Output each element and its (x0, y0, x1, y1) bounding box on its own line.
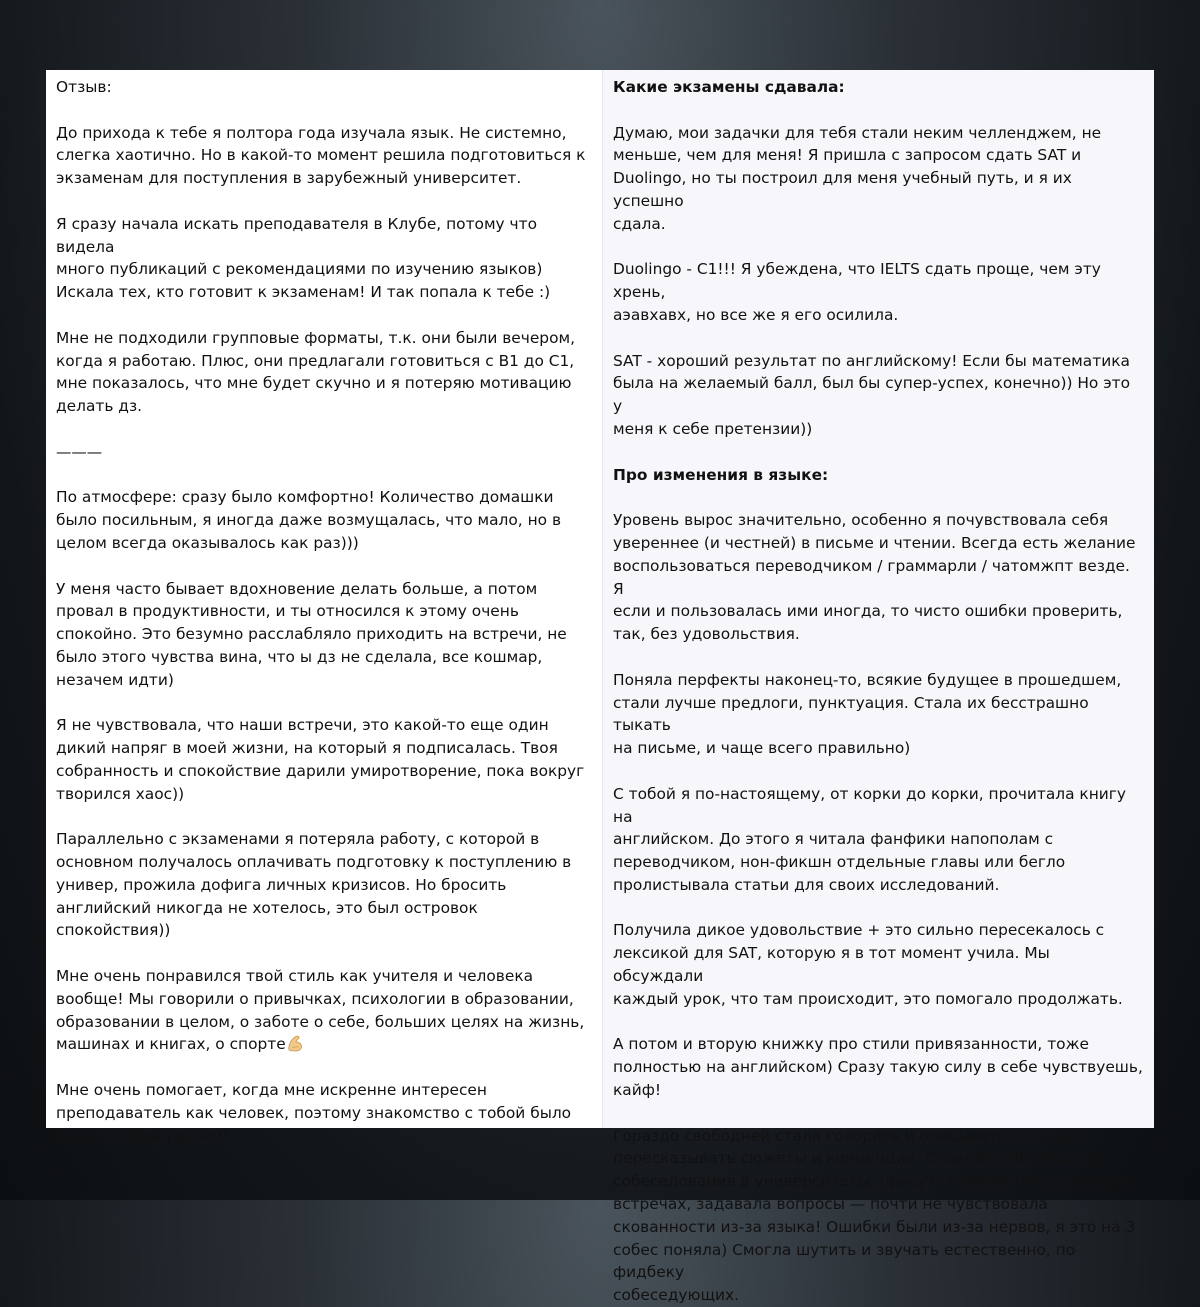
review-document (46, 70, 1154, 1305)
paragraph: Мне не подходили групповые форматы, т.к. они были вечером, когда я работаю. Плюс, они предлагали готовиться с B1 до C1, мне показалось, что мне будет скучно и я потеряю мотивацию делать дз. (56, 328, 575, 416)
paragraph: У меня часто бывает вдохновение делать больше, а потом провал в продуктивности, и ты относился к этому очень спокойно. Это безумно расслабляло приходить на встречи, не было этого чувства вина, что ы дз не сделала, все кошмар, незачем идти) (56, 579, 567, 689)
paragraph: Мне очень помогает, когда мне искренне интересен преподаватель как человек, поэтому знакомство с тобой было бесконечной удачей! (56, 1081, 572, 1145)
paragraph: По атмосфере: сразу было комфортно! Количество домашки было посильным, я иногда даже возмущалась, что мало, но в целом всегда оказывалось как раз))) (56, 488, 562, 552)
flexed-biceps-icon (287, 1034, 303, 1052)
review-heading: Отзыв: (56, 78, 112, 96)
paragraph-with-emoji (56, 965, 592, 1056)
paragraph: Думаю, мои задачки для тебя стали неким челленджем, не меньше, чем для меня! Я пришла с запросом сдать SAT и Duolingo, но ты построил для меня учебный путь, и я их успешно сдала. (613, 123, 1102, 233)
divider-text: ——— (56, 442, 103, 461)
left-column (46, 70, 603, 1145)
paragraph: С тобой я по-настоящему, от корки до корки, прочитала книгу на английском. До этого я читала фанфики напополам с переводчиком, нон-фикшн отдельные главы или бегло пролистывала статьи для своих исследований. (613, 784, 1126, 894)
paragraph: Duolingo - C1!!! Я убеждена, что IELTS сдать проще, чем эту хрень, аэавхавх, но все же я его осилила. (613, 260, 1101, 324)
paragraph: Получила дикое удовольствие + это сильно пересекалось с лексикой для SAT, которую я в тот момент учила. Мы обсуждали каждый урок, что там происходит, это помогало продолжать. (613, 921, 1123, 1008)
paragraph: SAT - хороший результат по английскому! Если бы математика была на желаемый балл, был бы супер-успех, конечно)) Но это у меня к себе претензии)) (613, 351, 1131, 438)
section-heading-exams: Какие экзамены сдавала: (613, 78, 845, 96)
paragraph: А потом и вторую книжку про стили привязанности, тоже полностью на английском) Сразу такую силу в себе чувствуешь, кайф! (613, 1035, 1143, 1100)
right-column (603, 70, 1154, 1305)
paragraph: Гораздо свободней стала говорить и описывать ситуации, пересказывать сюжеты и концепции. Спокойно проходила собеседования в университеты, присутствовала на групповых встречах, задавала вопросы — почти не чувствовала скованности из-за языка! Ошибки были из-за нервов, я это на 3 собес поняла) Смогла шутить и звучать естественно, по фидбеку собеседующих. (613, 1126, 1136, 1305)
paragraph: Я сразу начала искать преподавателя в Клубе, потому что видела много публикаций с рекомендациями по изучению языков) Искала тех, кто готовит к экзаменам! И так попала к тебе :) (56, 214, 551, 302)
section-heading-language-changes: Про изменения в языке: (613, 465, 829, 484)
paragraph: Уровень вырос значительно, особенно я почувствовала себя увереннее (и честней) в письме и чтении. Всегда есть желание воспользоваться переводчиком / граммарли / чатомжпт везде. Я если и пользовалась ими иногда, то чисто ошибки проверить, так, без удовольствия. (613, 511, 1136, 644)
paragraph: Я не чувствовала, что наши встречи, это какой-то еще один дикий напряг в моей жизни, на который я подписалась. Твоя собранность и спокойствие дарили умиротворение, пока вокруг творился хаос)) (56, 716, 585, 803)
paragraph-text: Мне очень понравился твой стиль как учителя и человека вообще! Мы говорили о привычках, психологии в образовании, образовании в целом, о заботе о себе, больших целях на жизнь, машинах и книгах, о спорте (56, 967, 585, 1054)
paragraph: До прихода к тебе я полтора года изучала язык. Не системно, слегка хаотично. Но в какой-то момент решила подготовиться к экзаменам для поступления в зарубежный университет. (56, 123, 586, 188)
paragraph: Параллельно с экзаменами я потеряла работу, с которой в основном получалось оплачивать подготовку к поступлению в универ, прожила дофига личных кризисов. Но бросить английский никогда не хотелось, это был островок спокойствия)) (56, 830, 572, 940)
paragraph: Поняла перфекты наконец-то, всякие будущее в прошедшем, стали лучше предлоги, пунктуация. Стала их бесстрашно тыкать на письме, и чаще всего правильно) (613, 670, 1122, 758)
